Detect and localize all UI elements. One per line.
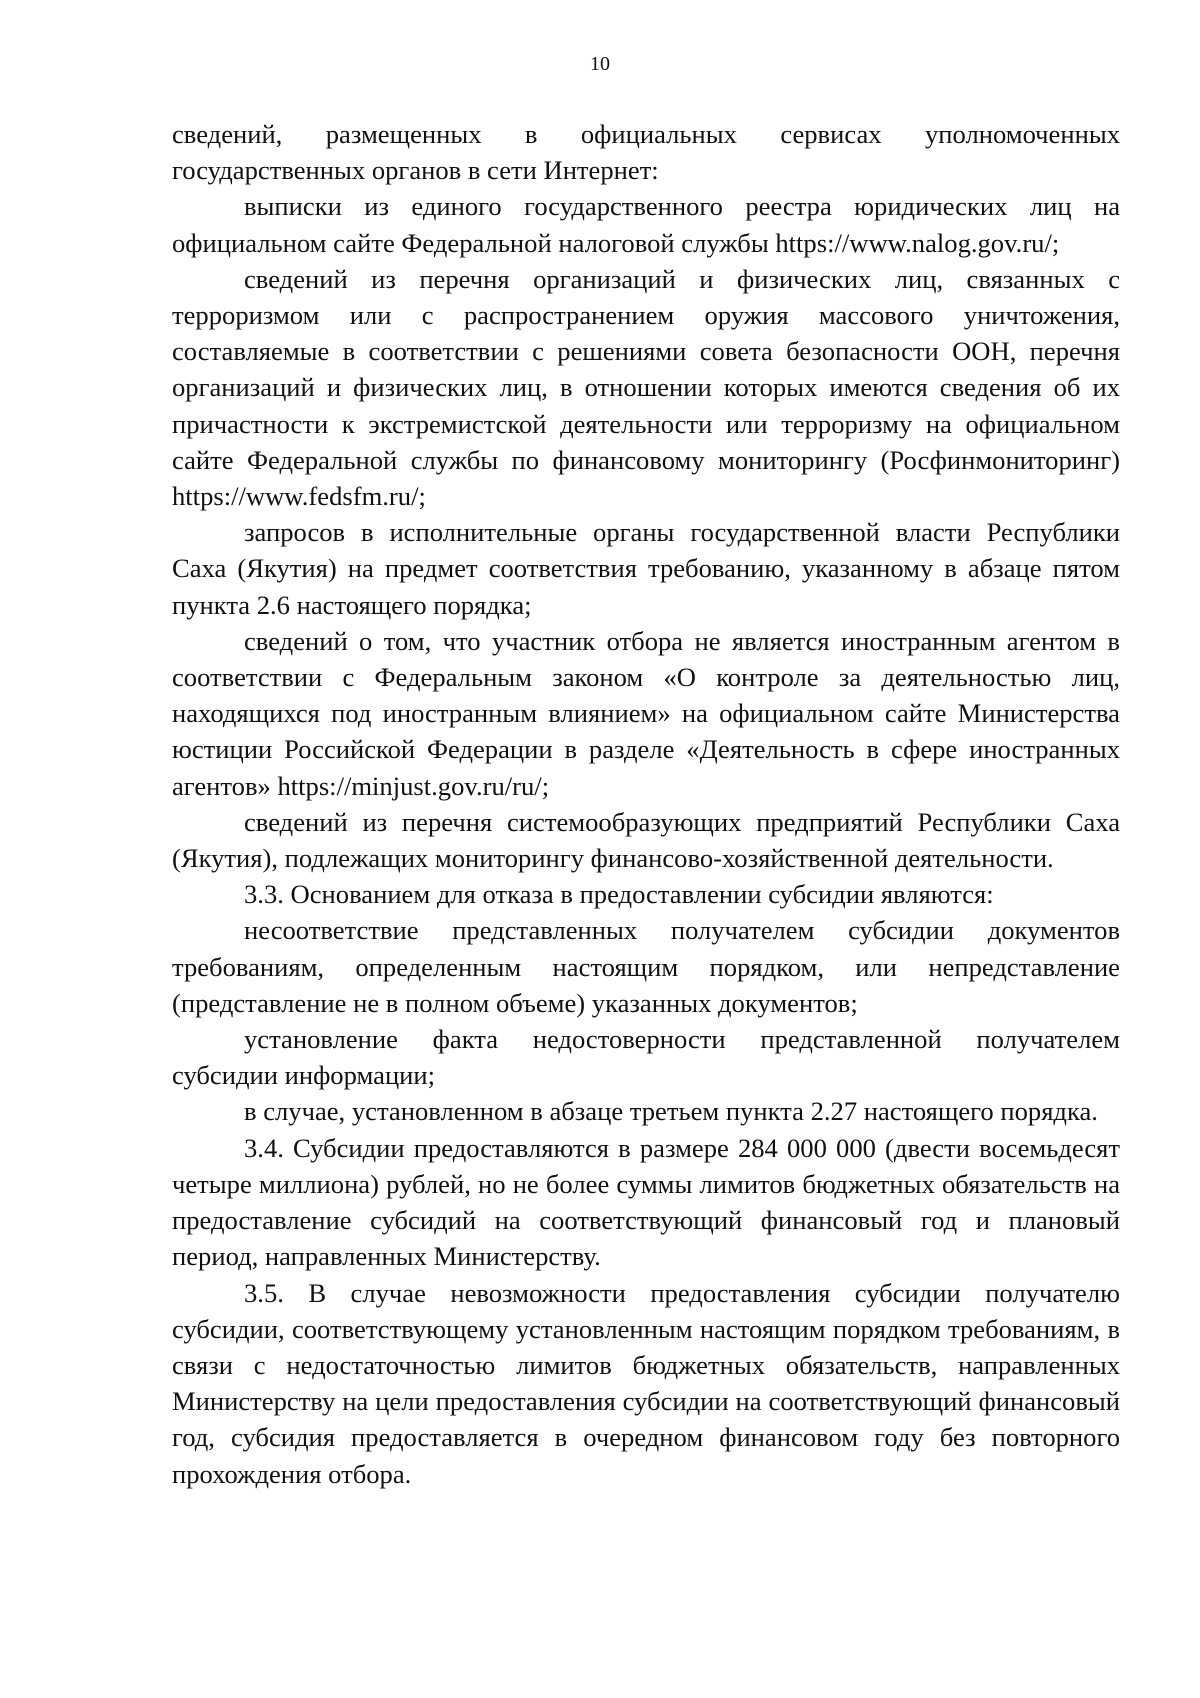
paragraph-12: 3.5. В случае невозможности предоставления субсидии получателю субсидии, соответствующему установленным настоящим порядком требованиям, в связи с недостаточностью лимитов бюджетных обязательств, направленных Министерству на цели предоставления субсидии на соответствующий финансовый год, субсидия предоставляется в очередном финансовом году без повторного прохождения отбора. [172,1277,1120,1489]
paragraph-9: установление факта недостоверности представленной получателем субсидии информации; [172,1024,1120,1091]
paragraph-4: запросов в исполнительные органы государственной власти Республики Саха (Якутия) на предмет соответствия требованию, указанному в абзаце пятом пункта 2.6 настоящего порядка; [172,517,1120,620]
paragraph-5: сведений о том, что участник отбора не является иностранным агентом в соответствии с Федеральным законом «О контроле за деятельностью лиц, находящихся под иностранным влиянием» на официальном сайте Министерства юстиции Российской Федерации в разделе «Деятельность в сфере иностранных агентов» https://minjust.gov.ru/ru/; [172,625,1120,801]
paragraph-1: сведений, размещенных в официальных сервисах уполномоченных государственных органов в сети Интернет: [172,119,1120,186]
document-body [172,116,1120,1492]
paragraph-8: несоответствие представленных получателем субсидии документов требованиям, определенным настоящим порядком, или непредставление (представление не в полном объеме) указанных документов; [172,915,1120,1018]
paragraph-2: выписки из единого государственного реестра юридических лиц на официальном сайте Федеральной налоговой службы https://www.nalog.gov.ru/; [172,191,1120,258]
paragraph-3: сведений из перечня организаций и физических лиц, связанных с терроризмом или с распространением оружия массового уничтожения, составляемые в соответствии с решениями совета безопасности ООН, перечня организаций и физических лиц, в отношении которых имеются сведения об их причастности к экстремистской деятельности или терроризму на официальном сайте Федеральной службы по финансовому мониторингу (Росфинмониторинг) https://www.fedsfm.ru/; [172,263,1120,512]
paragraph-11: 3.4. Субсидии предоставляются в размере 284 000 000 (двести восемьдесят четыре миллиона) рублей, но не более суммы лимитов бюджетных обязательств на предоставление субсидий на соответствующий финансовый год и плановый период, направленных Министерству. [172,1132,1120,1272]
page-number: 10 [590,53,610,75]
paragraph-6: сведений из перечня системообразующих предприятий Республики Саха (Якутия), подлежащих мониторингу финансово-хозяйственной деятельности. [172,806,1120,874]
paragraph-10: в случае, установленном в абзаце третьем пункта 2.27 настоящего порядка. [244,1096,1098,1127]
paragraph-7: 3.3. Основанием для отказа в предоставлении субсидии являются: [244,879,994,910]
